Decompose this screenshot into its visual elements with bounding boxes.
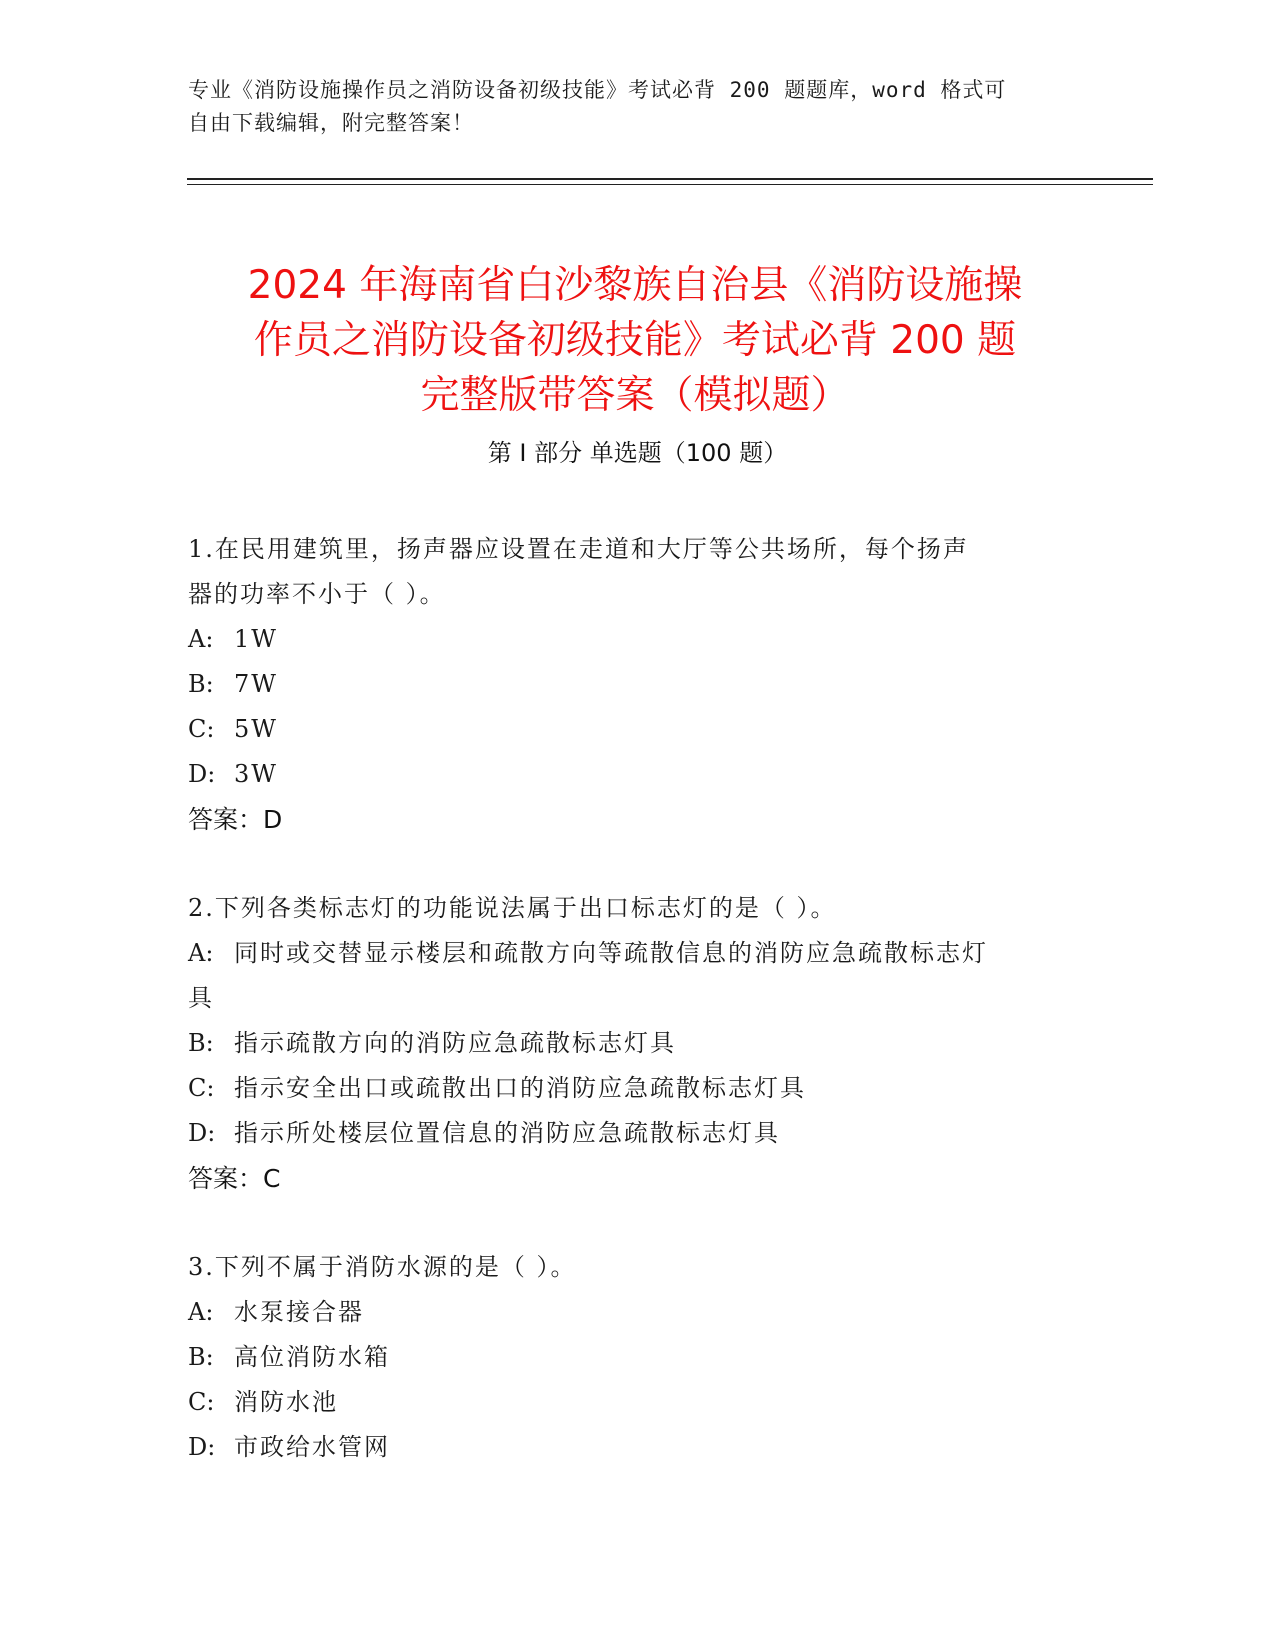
header-divider-thick [187, 178, 1153, 180]
header-note [188, 74, 1088, 140]
answer-label: 答案：D [188, 805, 283, 834]
header-note-line: 专业《消防设施操作员之消防设备初级技能》考试必背 200 题题库，word 格式可 [188, 78, 1007, 102]
document-title-line: 完整版带答案（模拟题） [420, 373, 850, 419]
header-note-line: 自由下载编辑，附完整答案！ [188, 111, 474, 135]
option-text: 5W [234, 715, 278, 743]
option-letter: C: [188, 1074, 215, 1102]
question-stem: 3.下列不属于消防水源的是（ ）。 [188, 1253, 577, 1281]
option-letter: B: [188, 1029, 214, 1057]
option-a [188, 617, 1078, 662]
option-letter: D: [188, 1433, 216, 1461]
option-a-continued [188, 976, 1078, 1021]
section-heading: 第 I 部分 单选题（100 题） [487, 439, 788, 467]
option-text: 指示所处楼层位置信息的消防应急疏散标志灯具 [234, 1119, 780, 1147]
option-a [188, 931, 1078, 976]
option-letter: B: [188, 1343, 214, 1371]
question-stem: 2.下列各类标志灯的功能说法属于出口标志灯的是（ ）。 [188, 894, 837, 922]
option-text: 指示疏散方向的消防应急疏散标志灯具 [234, 1029, 676, 1057]
option-letter: D: [188, 1119, 216, 1147]
option-d [188, 1111, 1078, 1156]
question-list [188, 527, 1078, 1514]
option-letter: A: [188, 1298, 214, 1326]
option-text: 同时或交替显示楼层和疏散方向等疏散信息的消防应急疏散标志灯 [234, 939, 988, 967]
option-letter: A: [188, 939, 214, 967]
option-a [188, 1290, 1078, 1335]
option-letter: A: [188, 625, 214, 653]
question-2 [188, 886, 1078, 1201]
option-b [188, 1021, 1078, 1066]
option-letter: D: [188, 760, 216, 788]
option-d [188, 752, 1078, 797]
option-text: 具 [188, 984, 214, 1012]
option-text: 3W [234, 760, 278, 788]
option-text: 市政给水管网 [234, 1433, 390, 1461]
header-divider-thin [187, 184, 1153, 185]
option-text: 1W [234, 625, 278, 653]
option-c [188, 1066, 1078, 1111]
option-text: 指示安全出口或疏散出口的消防应急疏散标志灯具 [234, 1074, 806, 1102]
option-text: 高位消防水箱 [234, 1343, 390, 1371]
option-letter: C: [188, 1388, 215, 1416]
question-3 [188, 1245, 1078, 1470]
answer-label: 答案：C [188, 1164, 281, 1193]
question-stem: 器的功率不小于（ ）。 [188, 580, 446, 608]
option-letter: C: [188, 715, 215, 743]
option-letter: B: [188, 670, 214, 698]
option-text: 消防水池 [234, 1388, 338, 1416]
option-c [188, 1380, 1078, 1425]
document-title-line: 2024 年海南省白沙黎族自治县《消防设施操 [247, 263, 1023, 309]
question-1 [188, 527, 1078, 842]
option-b [188, 1335, 1078, 1380]
option-d [188, 1425, 1078, 1470]
document-title [160, 258, 1110, 423]
question-stem: 1.在民用建筑里，扬声器应设置在走道和大厅等公共场所，每个扬声 [188, 535, 969, 563]
option-c [188, 707, 1078, 752]
document-title-line: 作员之消防设备初级技能》考试必背 200 题 [253, 318, 1017, 364]
option-b [188, 662, 1078, 707]
option-text: 7W [234, 670, 278, 698]
option-text: 水泵接合器 [234, 1298, 364, 1326]
